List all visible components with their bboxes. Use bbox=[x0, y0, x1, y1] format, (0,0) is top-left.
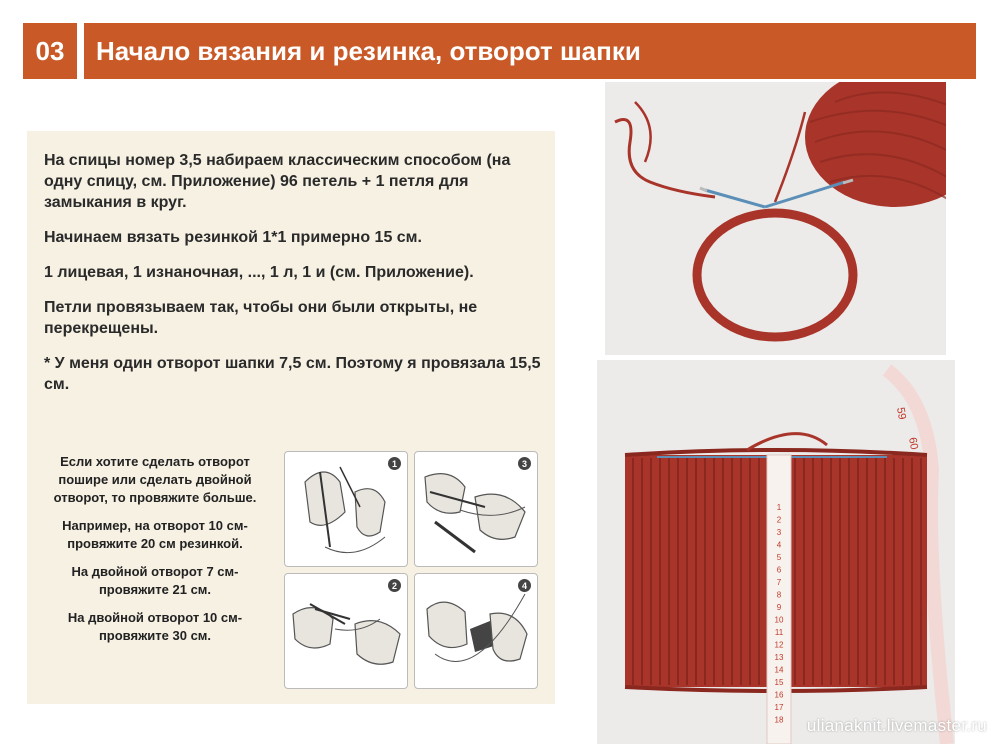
note-paragraph-3: На двойной отворот 7 см- провяжите 21 см. bbox=[71, 564, 239, 597]
instruction-paragraph-5: * У меня один отворот шапки 7,5 см. Поэтому я провязала 15,5 см. bbox=[44, 355, 541, 393]
hands-needle-sketch-icon bbox=[285, 452, 408, 567]
cast-on-photo bbox=[605, 82, 946, 355]
hands-needle-sketch-icon bbox=[285, 574, 408, 689]
instruction-paragraph-3: 1 лицевая, 1 изнаночная, ..., 1 л, 1 и (см. Приложение). bbox=[44, 264, 474, 281]
ruler-mark: 3 bbox=[776, 528, 782, 537]
step-illustration-4 bbox=[414, 573, 538, 689]
ruler-mark: 1 bbox=[776, 503, 782, 512]
instruction-paragraph-2: Начинаем вязать резинкой 1*1 примерно 15 см. bbox=[44, 229, 422, 246]
ruler-mark: 15 bbox=[774, 678, 784, 687]
section-title: Начало вязания и резинка, отворот шапки bbox=[84, 23, 976, 79]
tape-mark-60: 60 bbox=[906, 436, 920, 451]
ruler-mark: 17 bbox=[774, 703, 784, 712]
ruler-mark: 18 bbox=[774, 715, 784, 725]
hands-needle-sketch-icon bbox=[415, 574, 538, 689]
ribbing-fabric-image bbox=[597, 360, 955, 744]
ruler-mark: 13 bbox=[774, 653, 784, 662]
ruler-mark: 6 bbox=[776, 565, 782, 575]
ribbing-measure-photo bbox=[597, 360, 955, 744]
hands-needle-sketch-icon bbox=[415, 452, 538, 567]
ruler-mark: 4 bbox=[776, 540, 782, 550]
instruction-text bbox=[44, 150, 544, 409]
ruler-mark: 9 bbox=[776, 603, 782, 612]
tape-mark-59: 59 bbox=[894, 406, 908, 421]
step-badge-4: 4 bbox=[518, 579, 531, 592]
note-paragraph-2: Например, на отворот 10 см- провяжите 20 см резинкой. bbox=[62, 518, 248, 551]
step-badge-2: 2 bbox=[388, 579, 401, 592]
ruler-mark: 5 bbox=[776, 553, 782, 562]
ruler-mark: 14 bbox=[774, 665, 784, 675]
section-number: 03 bbox=[23, 23, 77, 79]
step-illustration-2 bbox=[284, 573, 408, 689]
instruction-paragraph-4: Петли провязываем так, чтобы они были открыты, не перекрещены. bbox=[44, 299, 478, 337]
note-paragraph-1: Если хотите сделать отворот пошире или сделать двойной отворот, то провяжите больше. bbox=[53, 454, 257, 505]
ruler-mark: 10 bbox=[774, 615, 784, 625]
note-paragraph-4: На двойной отворот 10 см- провяжите 30 см. bbox=[67, 610, 243, 643]
ruler-mark: 8 bbox=[776, 590, 782, 600]
extension-note bbox=[35, 453, 275, 655]
instruction-paragraph-1: На спицы номер 3,5 набираем классическим способом (на одну спицу, см. Приложение) 96 петель + 1 петля для замыкания в круг. bbox=[44, 152, 511, 211]
ruler-mark: 2 bbox=[776, 515, 782, 525]
ruler-mark: 11 bbox=[774, 628, 784, 637]
step-illustration-3 bbox=[414, 451, 538, 567]
step-illustration-1 bbox=[284, 451, 408, 567]
ruler-mark: 16 bbox=[774, 690, 784, 700]
step-badge-1: 1 bbox=[388, 457, 401, 470]
step-badge-3: 3 bbox=[518, 457, 531, 470]
ruler-mark: 7 bbox=[776, 578, 782, 587]
cast-on-ring-image bbox=[605, 82, 946, 355]
watermark: ulianaknit.livemaster.ru bbox=[806, 716, 987, 735]
ruler-mark: 12 bbox=[774, 640, 784, 650]
